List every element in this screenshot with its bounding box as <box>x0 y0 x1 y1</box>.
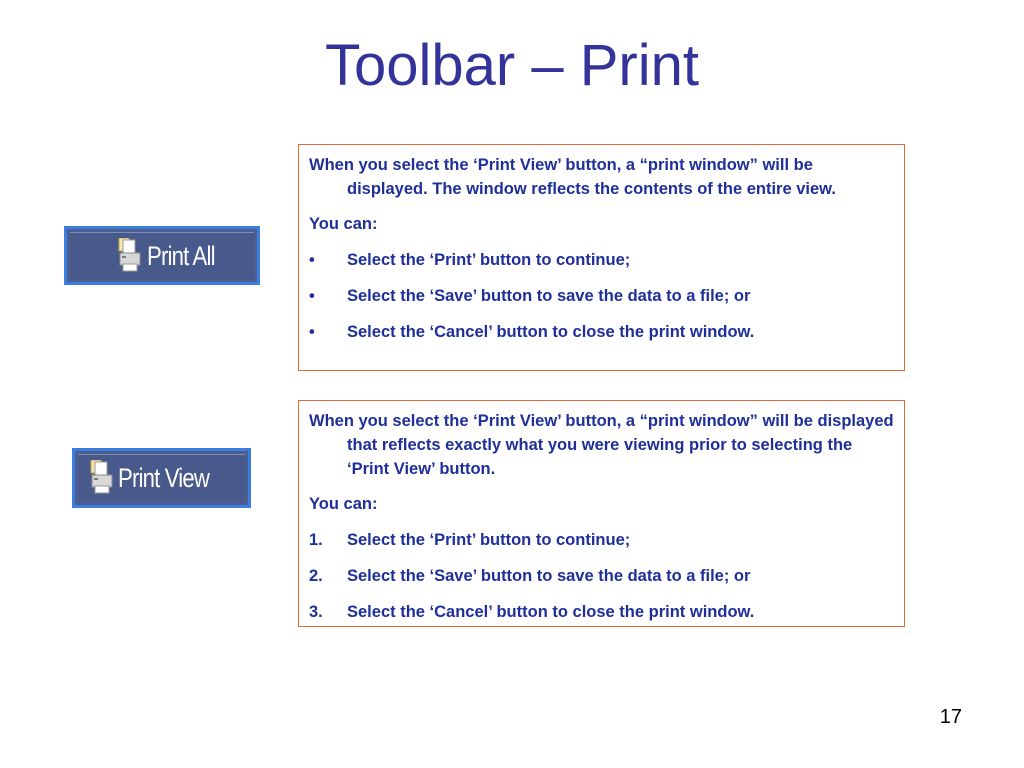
list-item-text: Select the ‘Cancel’ button to close the print window. <box>347 323 755 341</box>
list-item <box>309 564 894 588</box>
page-number: 17 <box>939 706 962 728</box>
list-item-text: Select the ‘Save’ button to save the data to a file; or <box>347 287 751 305</box>
list-item <box>309 284 894 308</box>
printer-icon <box>117 238 143 272</box>
slide-title: Toolbar – Print <box>325 33 699 98</box>
print-view-you-can: You can: <box>309 495 378 513</box>
list-item-text: Select the ‘Print’ button to continue; <box>347 251 631 269</box>
print-view-label: Print View <box>118 463 210 493</box>
list-item <box>309 600 894 624</box>
print-all-description <box>298 144 905 371</box>
print-all-button[interactable] <box>64 226 260 285</box>
list-item-text: Select the ‘Print’ button to continue; <box>347 531 631 549</box>
bullet-marker: • <box>309 287 315 305</box>
print-view-button[interactable] <box>72 448 251 508</box>
number-marker: 2. <box>309 567 323 585</box>
number-marker: 1. <box>309 531 323 549</box>
print-all-label: Print All <box>147 241 215 271</box>
list-item <box>309 248 894 272</box>
bullet-marker: • <box>309 323 315 341</box>
print-view-description <box>298 400 905 627</box>
number-marker: 3. <box>309 603 323 621</box>
bullet-marker: • <box>309 251 315 269</box>
print-view-intro: When you select the ‘Print View’ button, a “print window” will be displayed that reflects exactly what you were viewing prior to selecting the ‘Print View’ button. <box>309 412 894 478</box>
list-item-text: Select the ‘Cancel’ button to close the print window. <box>347 603 755 621</box>
list-item <box>309 528 894 552</box>
print-all-you-can: You can: <box>309 215 378 233</box>
list-item-text: Select the ‘Save’ button to save the data to a file; or <box>347 567 751 585</box>
print-all-intro: When you select the ‘Print View’ button, a “print window” will be displayed. The window reflects the contents of the entire view. <box>309 156 836 198</box>
printer-icon <box>89 460 115 494</box>
list-item <box>309 320 894 344</box>
